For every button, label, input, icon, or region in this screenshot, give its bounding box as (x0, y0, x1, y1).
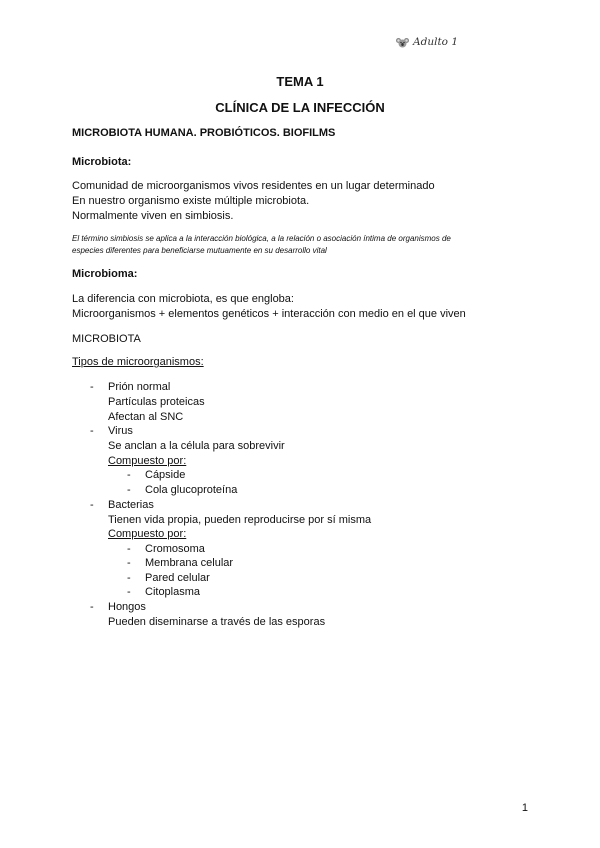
type-name-hongos: Hongos (108, 601, 146, 613)
microbiota-line: Comunidad de microorganismos vivos residentes en un lugar determinado (72, 180, 435, 192)
part-item: Cola glucoproteína (145, 484, 238, 496)
compuesto-label: Compuesto por: (108, 455, 187, 467)
compuesto-label: Compuesto por: (108, 528, 187, 540)
microbioma-line: Microorganismos + elementos genéticos + interacción con medio en el que viven (72, 308, 466, 320)
bullet-dash: - (90, 381, 94, 393)
bullet-dash: - (90, 601, 94, 613)
part-item: Cápside (145, 469, 186, 481)
type-line: Pueden diseminarse a través de las esporas (108, 616, 326, 628)
part-item: Pared celular (145, 572, 210, 584)
microbiota-heading: Microbiota: (72, 156, 132, 168)
type-name-prion: Prión normal (108, 381, 171, 393)
types-heading: Tipos de microorganismos: (72, 356, 204, 368)
section-heading: MICROBIOTA HUMANA. PROBIÓTICOS. BIOFILMS (72, 127, 336, 139)
type-line: Afectan al SNC (108, 411, 184, 423)
bullet-dash: - (127, 586, 131, 598)
page-title: TEMA 1 (276, 74, 324, 89)
bullet-dash: - (127, 543, 131, 555)
symbiosis-note: especies diferentes para beneficiarse mutuamente en su desarrollo vital (72, 246, 327, 255)
header-label: Adulto 1 (413, 36, 458, 48)
type-line: Partículas proteicas (108, 396, 205, 408)
koala-icon (396, 37, 409, 48)
bullet-dash: - (127, 572, 131, 584)
page-subtitle: CLÍNICA DE LA INFECCIÓN (215, 100, 385, 115)
microbiota-caps: MICROBIOTA (72, 333, 141, 345)
microbioma-heading: Microbioma: (72, 268, 138, 280)
bullet-dash: - (127, 484, 131, 496)
symbiosis-note: El término simbiosis se aplica a la interacción biológica, a la relación o asociación íntima de organismos de (72, 234, 451, 243)
type-line: Tienen vida propia, pueden reproducirse por sí misma (108, 514, 372, 526)
type-name-bacterias: Bacterias (108, 499, 154, 511)
microbioma-line: La diferencia con microbiota, es que engloba: (72, 293, 294, 305)
type-line: Se anclan a la célula para sobrevivir (108, 440, 285, 452)
type-name-virus: Virus (108, 425, 133, 437)
page-header (396, 36, 458, 48)
part-item: Cromosoma (145, 543, 205, 555)
page-number: 1 (521, 802, 528, 814)
part-item: Citoplasma (145, 586, 201, 598)
part-item: Membrana celular (145, 557, 234, 569)
bullet-dash: - (127, 557, 131, 569)
bullet-dash: - (90, 425, 94, 437)
microbiota-line: Normalmente viven en simbiosis. (72, 210, 234, 222)
microbiota-line: En nuestro organismo existe múltiple microbiota. (72, 195, 310, 207)
bullet-dash: - (90, 499, 94, 511)
bullet-dash: - (127, 469, 131, 481)
